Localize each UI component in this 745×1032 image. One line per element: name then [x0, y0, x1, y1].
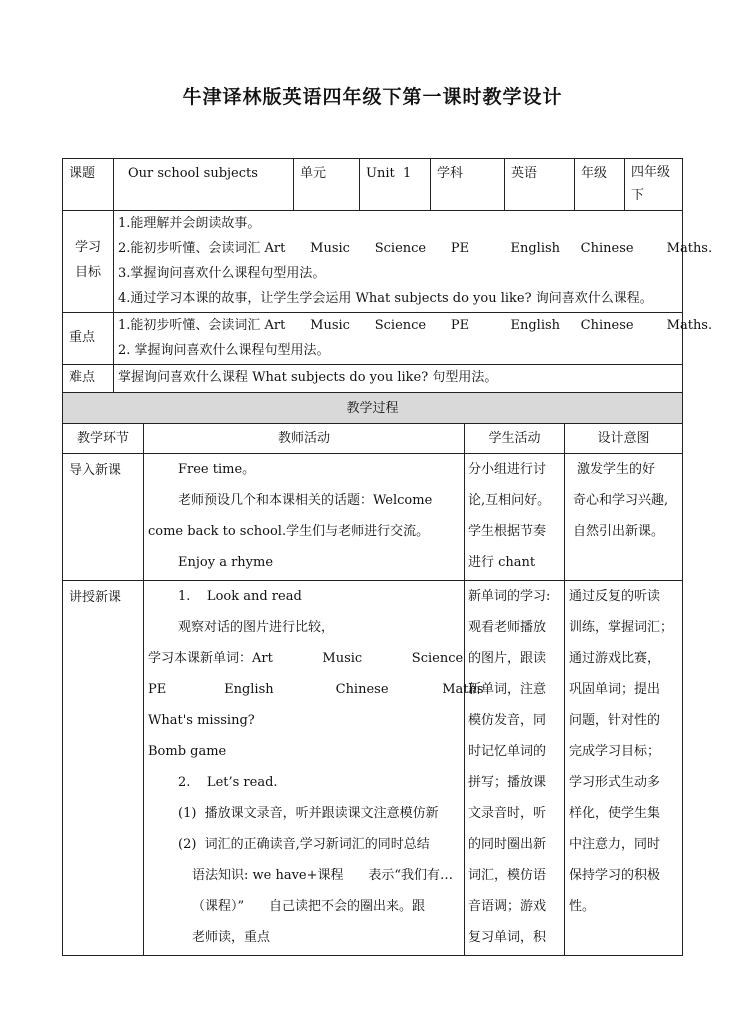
- key-point: 2. 掌握询问喜欢什么课程句型用法。: [118, 343, 330, 358]
- goals-label: 学习目标: [63, 211, 114, 313]
- teacher-line: 语法知识: we have+课程 表示“我们有…: [192, 868, 453, 883]
- stage-new: 讲授新课: [63, 581, 144, 956]
- purpose-line: 问题，针对性的: [569, 713, 661, 728]
- student-line: 新单词的学习:: [468, 589, 551, 604]
- key-point: 1.能初步听懂、会读词汇 Art Music Science PE English Chinese Maths.: [118, 318, 713, 333]
- grade-label: 年级: [575, 159, 625, 211]
- purpose-line: 奇心和学习兴趣,: [573, 493, 669, 508]
- teacher-line: Free time。: [178, 462, 256, 477]
- teacher-line: 2. Let’s read.: [178, 775, 278, 790]
- key-label: 重点: [63, 313, 114, 365]
- student-line: 复习单词，积: [468, 930, 547, 945]
- process-table: [62, 392, 683, 956]
- difficulty-text: 掌握询问喜欢什么课程 What subjects do you like? 句型用法。: [114, 365, 683, 393]
- purpose-line: 自然引出新课。: [573, 524, 665, 539]
- stage-intro: 导入新课: [63, 454, 144, 581]
- goal-item: 1.能理解并会朗读故事。: [118, 216, 261, 231]
- teacher-line: Bomb game: [148, 744, 227, 759]
- topic-label: 课题: [63, 159, 114, 211]
- col-student: 学生活动: [465, 424, 565, 454]
- student-line: 时记忆单词的: [468, 744, 547, 759]
- teacher-line: (2) 词汇的正确读音,学习新词汇的同时总结: [178, 837, 430, 852]
- student-line: 分小组进行讨: [468, 462, 547, 477]
- purpose-new: [565, 581, 683, 956]
- purpose-line: 保持学习的积极: [569, 868, 661, 883]
- purpose-line: 激发学生的好: [577, 462, 656, 477]
- student-line: 文录音时，听: [468, 806, 547, 821]
- subject-label: 学科: [431, 159, 505, 211]
- goal-item: 3.掌握询问喜欢什么课程句型用法。: [118, 266, 326, 281]
- teacher-line: 老师预设几个和本课相关的话题：Welcome: [178, 493, 433, 508]
- student-activity-intro: [465, 454, 565, 581]
- purpose-line: 中注意力，同时: [569, 837, 661, 852]
- purpose-line: 通过反复的听读: [569, 589, 661, 604]
- col-teacher: 教师活动: [144, 424, 465, 454]
- teacher-activity-new: [144, 581, 484, 956]
- topic-value: Our school subjects: [114, 159, 294, 211]
- purpose-intro: [565, 454, 683, 581]
- teacher-line: What's missing?: [148, 713, 255, 728]
- student-line: 进行 chant: [468, 555, 536, 570]
- student-activity-new: [465, 581, 565, 956]
- student-line: 模仿发音，同: [468, 713, 547, 728]
- teacher-line: 观察对话的图片进行比较，: [178, 620, 335, 635]
- col-purpose: 设计意图: [565, 424, 683, 454]
- info-table: [62, 158, 713, 393]
- student-line: 音语调；游戏: [468, 899, 547, 914]
- page-title: 牛津译林版英语四年级下第一课时教学设计: [182, 86, 563, 108]
- subject-value: 英语: [505, 159, 575, 211]
- unit-label: 单元: [294, 159, 360, 211]
- teacher-line: Enjoy a rhyme: [178, 555, 274, 570]
- purpose-line: 学习形式生动多: [569, 775, 661, 790]
- teacher-line: 老师读，重点: [192, 930, 271, 945]
- student-line: 新单词，注意: [468, 682, 547, 697]
- purpose-line: 完成学习目标；: [569, 744, 661, 759]
- teacher-line: come back to school.学生们与老师进行交流。: [148, 524, 430, 539]
- key-points: [114, 313, 713, 365]
- purpose-line: 性。: [569, 899, 596, 914]
- student-line: 的图片，跟读: [468, 651, 547, 666]
- goal-item: 2.能初步听懂、会读词汇 Art Music Science PE English Chinese Maths.: [118, 241, 713, 256]
- student-line: 论,互相问好。: [468, 493, 551, 508]
- purpose-line: 通过游戏比赛，: [569, 651, 661, 666]
- process-header: 教学过程: [63, 393, 683, 424]
- student-line: 学生根据节奏: [468, 524, 547, 539]
- goals-list: [114, 211, 713, 313]
- purpose-line: 样化，使学生集: [569, 806, 661, 821]
- purpose-line: 巩固单词；提出: [569, 682, 661, 697]
- goal-item: 4.通过学习本课的故事，让学生学会运用 What subjects do you like? 询问喜欢什么课程。: [118, 291, 653, 306]
- grade-value: 四年级下: [625, 159, 683, 211]
- teacher-activity-intro: [144, 454, 465, 581]
- student-line: 拼写；播放课: [468, 775, 547, 790]
- student-line: 词汇，模仿语: [468, 868, 547, 883]
- col-stage: 教学环节: [63, 424, 144, 454]
- difficulty-label: 难点: [63, 365, 114, 393]
- student-line: 观看老师播放: [468, 620, 547, 635]
- teacher-line: 学习本课新单词：Art Music Science: [148, 651, 464, 666]
- teacher-line: （课程）” 自己读把不会的圈出来。跟: [192, 899, 425, 914]
- purpose-line: 训练，掌握词汇；: [569, 620, 674, 635]
- teacher-line: (1) 播放课文录音，听并跟读课文注意模仿新: [178, 806, 439, 821]
- student-line: 的同时圈出新: [468, 837, 547, 852]
- teacher-line: 1. Look and read: [178, 589, 302, 604]
- unit-value: Unit 1: [360, 159, 431, 211]
- teacher-line: PE English Chinese Maths: [148, 682, 484, 697]
